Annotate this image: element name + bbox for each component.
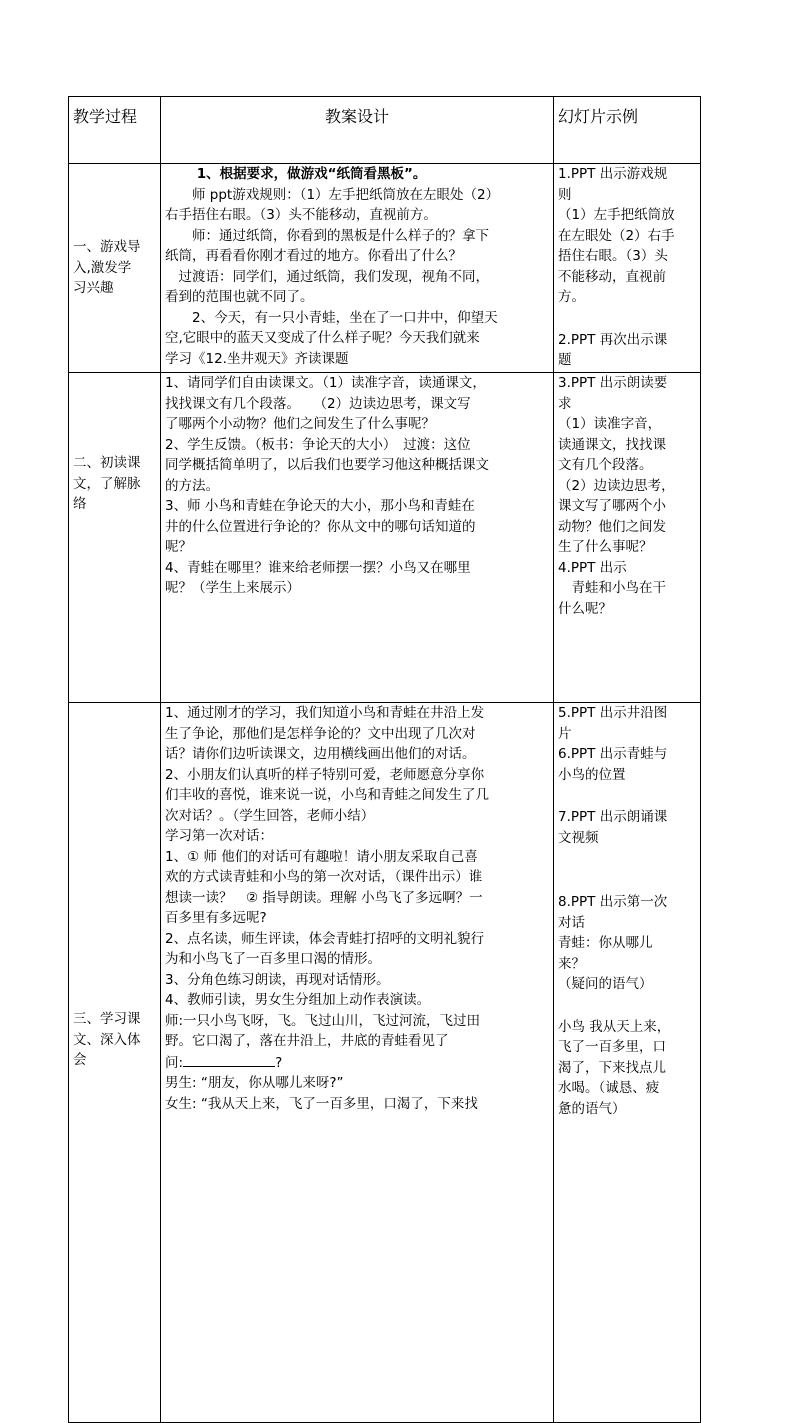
slide-line: 什么呢？ [558,600,612,617]
process-text: 文，了解脉 [73,475,141,492]
slide-line: （1）左手把纸筒放 [558,207,675,223]
design-line: 2、小朋友们认真听的样子特别可爱，老师愿意分享你 [165,766,485,783]
lesson-plan-table [68,96,701,1423]
design-line: 呢？（学生上来展示） [165,580,300,596]
design-line: 话？请你们边听读课文，边用横线画出他们的对话。 [165,746,476,762]
process-cell [69,373,161,703]
design-cell [161,164,554,373]
slide-line: （2）边读边思考， [558,477,675,494]
design-line: 问: [165,1054,184,1071]
header-slide-examples: 幻灯片示例 [554,97,701,164]
slide-line: 生了什么事呢？ [558,539,653,555]
design-line: 学习第一次对话： [165,828,273,844]
design-line: 1、① 师 他们的对话可有趣啦！请小朋友采取自己喜 [165,848,478,865]
slide-line: 5.PPT 出示井沿图 [558,705,668,721]
process-text: 三、学习课 [73,1011,141,1027]
slide-line: 读通课文，找找课 [558,436,666,453]
slide-line: 小鸟 我从天上来， [558,1018,671,1035]
slide-line: 在左眼处（2）右手 [558,227,675,244]
design-line: 4、青蛙在哪里？谁来给老师摆一摆？小鸟又在哪里 [165,559,471,576]
design-line: 1、请同学们自由读课文。（1）读准字音，读通课文， [165,375,486,391]
header-lesson-design: 教案设计 [161,97,554,164]
process-cell [69,703,161,1423]
table-row [69,703,701,1423]
slides-cell [554,703,701,1423]
slide-line: （1）读准字音， [558,416,662,432]
design-line: 2、点名读，师生评读，体会青蛙打招呼的文明礼貌行 [165,930,485,947]
design-line: 2、学生反馈。（板书：争论天的大小） 过渡：这位 [165,436,471,453]
slide-line: 动物？他们之间发 [558,518,666,535]
slide-line: 3.PPT 出示朗读要 [558,375,668,391]
slide-line: 文有几个段落。 [558,457,653,473]
slide-line: 课文写了哪两个小 [558,498,666,514]
design-line: 看到的范围也就不同了。 [165,289,314,305]
design-line: 百多里有多远呢? [165,910,267,926]
slide-line: 对话 [558,914,585,931]
design-line: 了哪两个小动物？他们之间发生了什么事呢？ [165,416,435,432]
design-line: 3、师 小鸟和青蛙在争论天的大小，那小鸟和青蛙在 [165,498,475,514]
slide-line: 7.PPT 出示朗诵课 [558,809,668,825]
slide-line: 文视频 [558,829,599,846]
design-line: 为和小鸟飞了一百多里口渴的情形。 [165,951,381,967]
slide-line: 4.PPT 出示 [558,559,627,576]
slide-line: 题 [558,352,572,368]
slide-line: 飞了一百多里，口 [558,1039,666,1055]
process-text: 入,激发学 [73,259,132,276]
process-cell [69,164,161,373]
design-line-with-blank [165,1052,549,1074]
slide-line: 小鸟的位置 [558,766,626,783]
design-line: 井的什么位置进行争论的？你从文中的哪句话知道的 [165,518,476,535]
table-row [69,164,701,373]
blank-suffix: ? [275,1054,283,1071]
design-line: 纸筒，再看看你刚才看过的地方。你看出了什么？ [165,248,462,264]
design-line: 师:一只小鸟飞呀，飞。飞过山川，飞过河流，飞过田 [165,1012,481,1029]
process-text: 一、游戏导 [73,239,141,256]
design-line: 同学概括简单明了，以后我们也要学习他这种概括课文 [165,457,489,473]
design-cell [161,703,554,1423]
process-text: 文、深入体 [73,1031,141,1048]
design-line: 的方法。 [165,477,219,494]
design-line: 右手捂住右眼。（3）头不能移动，直视前方。 [165,207,437,223]
process-text: 会 [73,1052,87,1068]
slide-line: 渴了，下来找点儿 [558,1059,666,1076]
design-line: 生了争论，那他们是怎样争论的？文中出现了几次对 [165,725,476,742]
design-line: 2、今天，有一只小青蛙，坐在了一口井中，仰望天 [165,309,498,326]
design-line: 欢的方式读青蛙和小鸟的第一次对话，（课件出示）谁 [165,869,483,885]
slide-line: 2.PPT 再次出示课 [558,331,668,348]
slide-line [558,995,696,1017]
design-line: 空,它眼中的蓝天又变成了什么样子呢？今天我们就来 [165,330,480,346]
slide-line [558,785,696,807]
slide-line: 则 [558,186,572,203]
design-line: 师 ppt游戏规则：（1）左手把纸筒放在左眼处（2） [165,186,500,203]
slide-line: 6.PPT 出示青蛙与 [558,746,668,762]
slides-cell [554,373,701,703]
fill-blank-underline [183,1052,275,1067]
design-line: 呢？ [165,539,192,555]
process-text: 络 [73,496,87,512]
slide-line: 捂住右眼。（3）头 [558,248,668,264]
slide-line: 水喝。（诚恳、疲 [558,1080,660,1096]
slide-line: 不能移动，直视前 [558,268,666,285]
design-line: 师：通过纸筒，你看到的黑板是什么样子的？拿下 [165,227,489,244]
slides-cell [554,164,701,373]
slide-line: 惫的语气） [558,1100,626,1117]
design-line: 野。它口渴了，落在井沿上，井底的青蛙看见了 [165,1033,449,1049]
slide-line: 8.PPT 出示第一次 [558,894,668,910]
header-teaching-process: 教学过程 [69,97,161,164]
slide-line [558,870,696,892]
design-line: 1、通过刚才的学习，我们知道小鸟和青蛙在井沿上发 [165,705,485,721]
design-line: 男生: “朋友，你从哪儿来呀?” [165,1075,344,1091]
process-text: 习兴趣 [73,280,114,297]
design-cell [161,373,554,703]
design-line: 们丰收的喜悦，谁来说一说，小鸟和青蛙之间发生了几 [165,787,489,803]
slide-line: 青蛙：你从哪儿 [558,935,653,951]
design-line: 学习《12.坐井观天》齐读课题 [165,350,349,367]
design-line: 次对话？。（学生回答，老师小结） [165,807,375,824]
slide-line: 求 [558,395,572,412]
slide-line: （疑问的语气） [558,976,653,992]
slide-line: 方。 [558,289,585,305]
design-line: 想读一读？ ② 指导朗读。理解 小鸟飞了多远啊？一 [165,889,483,906]
design-line: 过渡语：同学们，通过纸筒，我们发现，视角不同， [165,268,489,285]
design-line: 找找课文有几个段落。 （2）边读边思考，课文写 [165,395,471,412]
design-line: 1、根据要求，做游戏“纸筒看黑板”。 [165,166,427,182]
slide-line [558,308,696,330]
process-text: 二、初读课 [73,455,141,471]
slide-line: 青蛙和小鸟在干 [558,580,666,596]
slide-line: 1.PPT 出示游戏规 [558,166,668,182]
table-row [69,373,701,703]
slide-line: 来？ [558,955,585,972]
design-line: 女生: “我从天上来，飞了一百多里，口渴了，下来找 [165,1095,478,1112]
design-line: 4、教师引读，男女生分组加上动作表演读。 [165,992,431,1008]
design-line: 3、分角色练习朗读，再现对话情形。 [165,971,390,988]
table-header-row [69,97,701,164]
slide-line: 片 [558,725,572,742]
slide-line [558,848,696,870]
